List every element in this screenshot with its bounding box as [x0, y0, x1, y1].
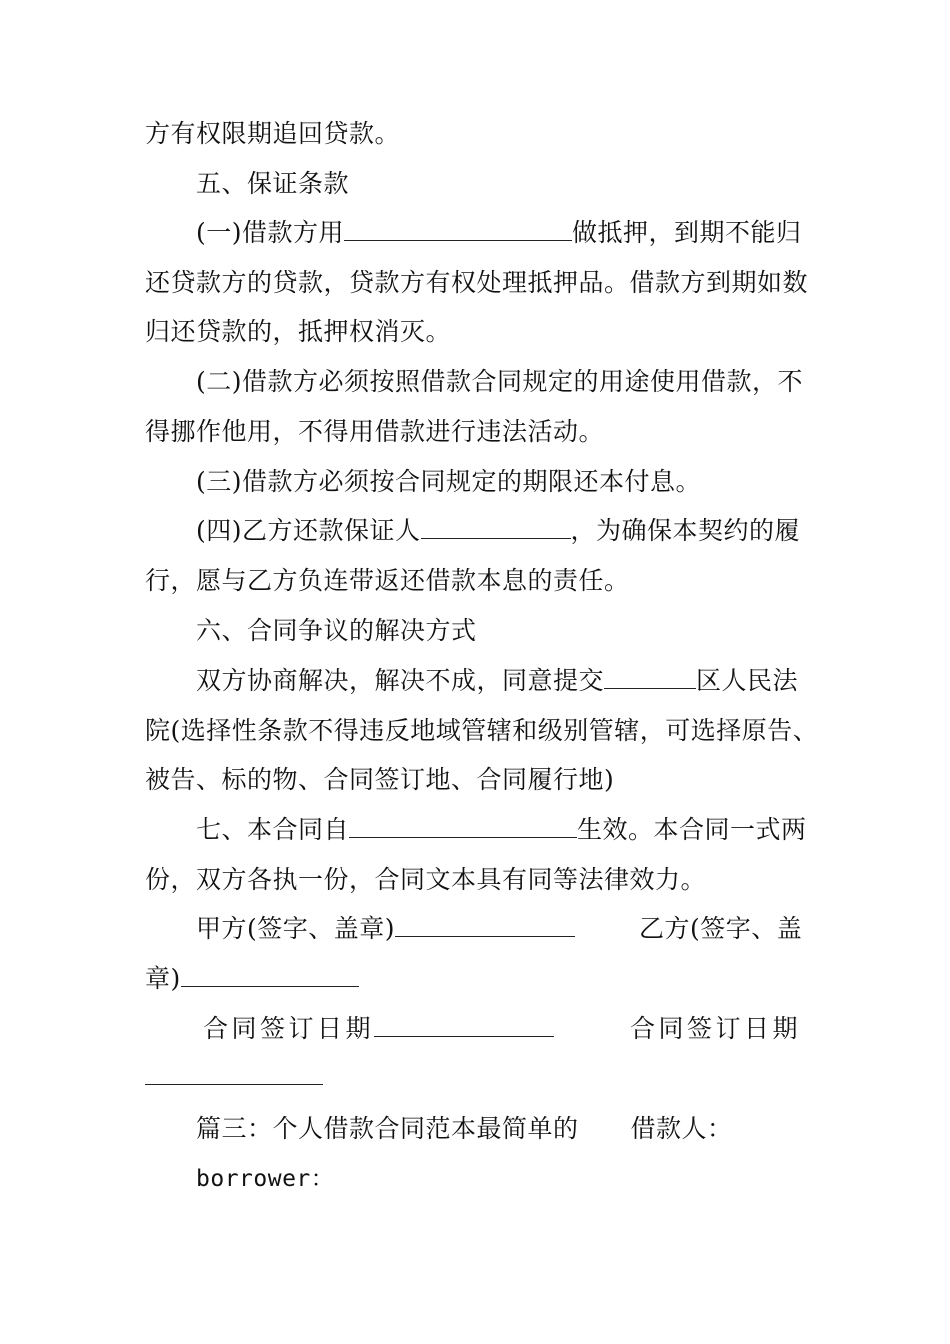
text: 还贷款方的贷款，贷款方有权处理抵押品。借款方到期如数 [145, 268, 809, 297]
signature-line [196, 914, 810, 944]
clause-text: 七、本合同自 [196, 815, 350, 844]
text: 方有权限期追回贷款。 [145, 119, 401, 148]
text: 归还贷款的，抵押权消灭。 [145, 317, 452, 346]
party-a-signature-blank [395, 914, 575, 937]
heading-text: 六、合同争议的解决方式 [196, 616, 477, 645]
paragraph-line [196, 367, 810, 397]
clause-text: 双方协商解决，解决不成，同意提交 [196, 666, 605, 695]
sign-date-blank-a [374, 1014, 554, 1037]
clause-text: ，为确保本契约的履 [570, 516, 801, 545]
section-heading [196, 1114, 810, 1144]
text: 院(选择性条款不得违反地域管辖和级别管辖，可选择原告、 [145, 716, 819, 745]
clause-text: (四)乙方还款保证人 [196, 516, 421, 545]
party-b-label-cont: 章) [145, 964, 181, 993]
paragraph-line [196, 467, 810, 497]
clause-text: (一)借款方用 [196, 218, 345, 247]
paragraph-line [196, 815, 810, 845]
heading-text: 篇三：个人借款合同范本最简单的 [196, 1114, 579, 1143]
blank-underline [421, 516, 571, 539]
blank-underline [344, 218, 572, 241]
paragraph-line [196, 666, 810, 696]
party-a-label: 甲方(签字、盖章) [196, 914, 396, 943]
text: 被告、标的物、合同签订地、合同履行地) [145, 765, 615, 794]
paragraph-line [196, 1164, 810, 1194]
paragraph-line [145, 417, 810, 447]
paragraph-line [196, 516, 810, 546]
text: 份，双方各执一份，合同文本具有同等法律效力。 [145, 865, 707, 894]
clause-text: 区人民法 [696, 666, 799, 695]
text: 行，愿与乙方负连带返还借款本息的责任。 [145, 566, 630, 595]
heading-text: 五、保证条款 [196, 169, 350, 198]
borrower-label: 借款人： [630, 1114, 733, 1143]
paragraph-line [145, 119, 810, 149]
sign-date-blank-b [145, 1062, 323, 1085]
clause-text: 生效。本合同一式两 [577, 815, 807, 844]
paragraph-line [196, 218, 810, 248]
party-b-signature-blank [181, 964, 359, 987]
paragraph-line [145, 566, 810, 596]
text: 得挪作他用，不得用借款进行违法活动。 [145, 417, 605, 446]
text: (二)借款方必须按照借款合同规定的用途使用借款，不 [196, 367, 804, 396]
borrower-english-label: borrower： [196, 1166, 335, 1192]
party-b-label: 乙方(签字、盖 [639, 914, 803, 943]
sign-date-label-a: 合同签订日期 [203, 1014, 375, 1043]
paragraph-line [145, 317, 810, 347]
sign-date-label-b: 合同签订日期 [630, 1014, 802, 1043]
blank-underline [349, 815, 577, 838]
paragraph-line [145, 268, 810, 298]
date-line [203, 1014, 810, 1044]
paragraph-line [145, 716, 819, 746]
text: (三)借款方必须按合同规定的期限还本付息。 [196, 467, 702, 496]
clause-text: 做抵押，到期不能归 [572, 218, 802, 247]
blank-underline [604, 666, 696, 689]
date-line [145, 1062, 810, 1092]
paragraph-line [145, 765, 810, 795]
signature-line [145, 964, 810, 994]
section-heading [196, 616, 810, 646]
section-heading [196, 169, 810, 199]
paragraph-line [145, 865, 810, 895]
text [196, 218, 802, 248]
